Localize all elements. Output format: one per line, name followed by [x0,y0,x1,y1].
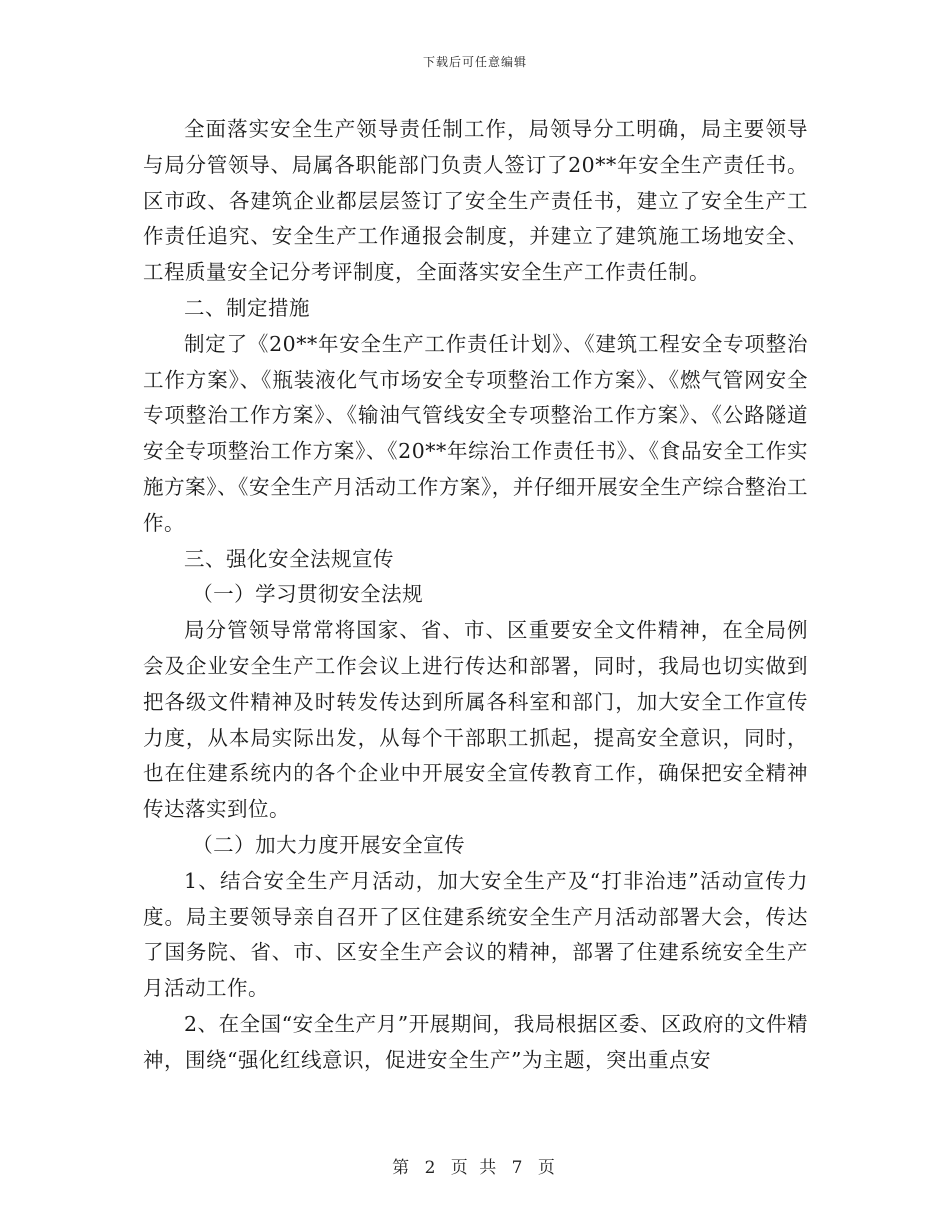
subsection-heading-study: （一）学习贯彻安全法规 [192,582,424,607]
footer-middle: 页 共 [450,1158,500,1178]
paragraph-item-2: 2、在全国“安全生产月”开展期间，我局根据区委、区政府的文件精神，围绕“强化红线意识，促进安全生产”为主题，突出重点安 [143,1011,808,1072]
footer-current-page: 2 [424,1158,439,1178]
paragraph-responsibility: 全面落实安全生产领导责任制工作，局领导分工明确，局主要领导与局分管领导、局属各职能部门负责人签订了20**年安全生产责任书。区市政、各建筑企业都层层签订了安全生产责任书，建立了安全生产工作责任追究、安全生产工作通报会制度，并建立了建筑施工场地安全、工程质量安全记分考评制度，全面落实安全生产工作责任制。 [143,117,808,285]
subsection-heading-promotion: （二）加大力度开展安全宣传 [192,832,466,857]
page-footer [0,1153,950,1178]
paragraph-study: 局分管领导常常将国家、省、市、区重要安全文件精神，在全局例会及企业安全生产工作会议上进行传达和部署，同时，我局也切实做到把各级文件精神及时转发传达到所属各科室和部门，加大安全工作宣传力度，从本局实际出发，从每个干部职工抓起，提高安全意识，同时，也在住建系统内的各个企业中开展安全宣传教育工作，确保把安全精神传达落实到位。 [143,618,808,822]
paragraph-item-1: 1、结合安全生产月活动，加大安全生产及“打非治违”活动宣传力度。局主要领导亲自召开了区住建系统安全生产月活动部署大会，传达了国务院、省、市、区安全生产会议的精神，部署了住建系统安全生产月活动工作。 [143,868,808,1001]
footer-prefix: 第 [392,1158,413,1178]
section-heading-publicity: 三、强化安全法规宣传 [184,546,394,571]
paragraph-measures: 制定了《20**年安全生产工作责任计划》、《建筑工程安全专项整治工作方案》、《瓶装液化气市场安全专项整治工作方案》、《燃气管网安全专项整治工作方案》、《输油气管线安全专项整治工作方案》、《公路隧道安全专项整治工作方案》、《20**年综治工作责任书》、《食品安全工作实施方案》、《安全生产月活动工作方案》，并仔细开展安全生产综合整治工作。 [143,331,808,535]
document-body [143,112,808,1079]
footer-suffix: 页 [537,1158,558,1178]
page-header: 下载后可任意编辑 [422,55,527,69]
section-heading-measures: 二、制定措施 [184,295,310,320]
footer-total-pages: 7 [511,1158,526,1178]
